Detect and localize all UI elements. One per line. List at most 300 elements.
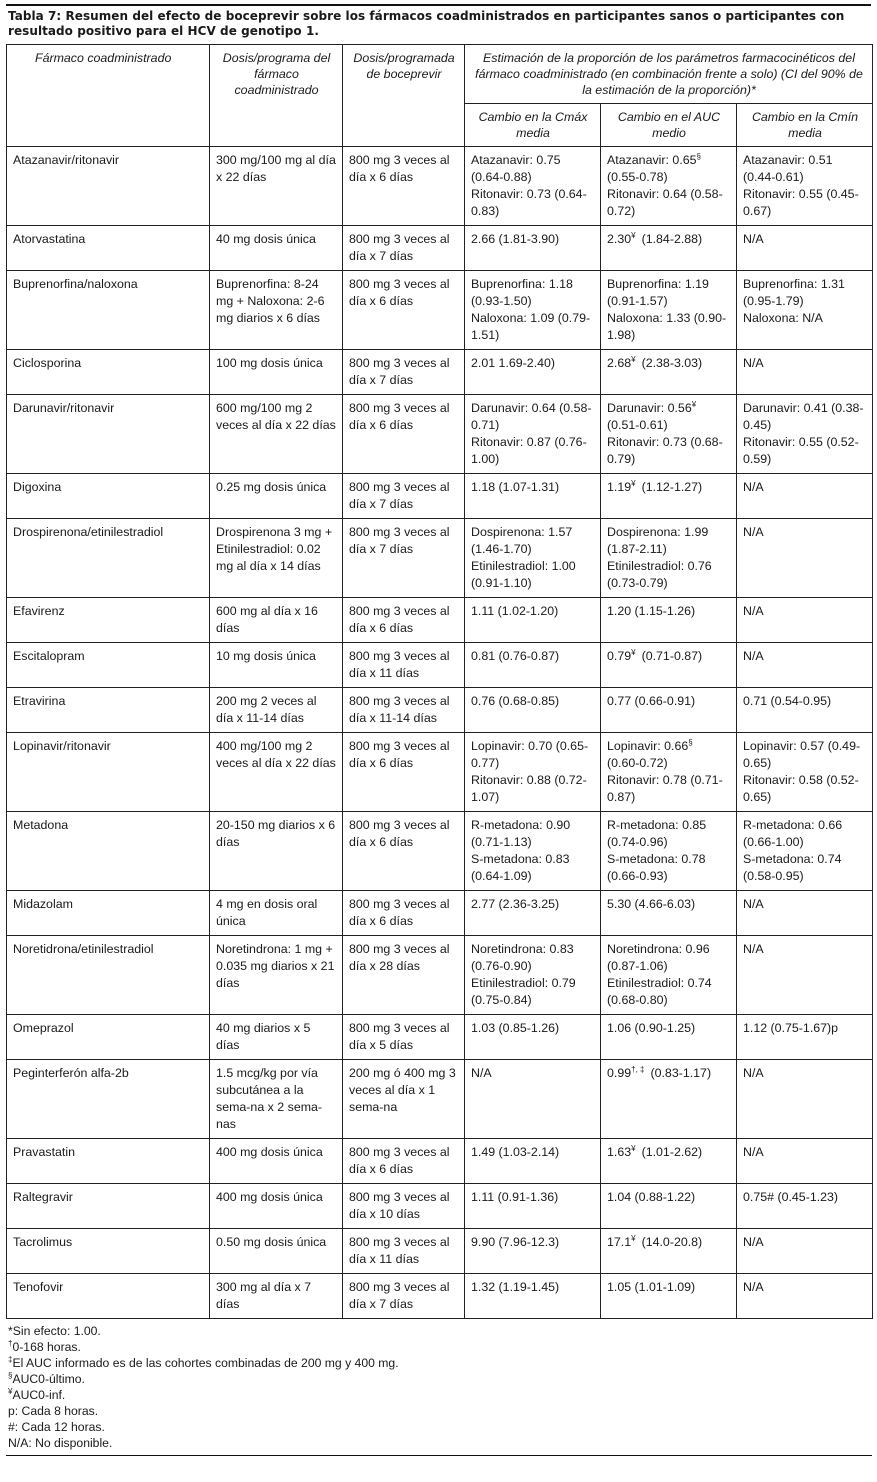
- auc-value: (0.60-0.72): [607, 756, 668, 770]
- cell-drug-dose: 400 mg dosis única: [210, 1184, 343, 1229]
- auc-line: [607, 975, 731, 1009]
- footnote: [8, 1387, 871, 1403]
- table-row: [7, 733, 873, 812]
- footnote-text: AUC0-inf.: [12, 1388, 66, 1402]
- cell-cmax: [465, 350, 601, 395]
- cell-cmin: [737, 519, 873, 598]
- auc-value: 0.99: [607, 1066, 632, 1080]
- cell-auc: [601, 226, 737, 271]
- auc-value: Ritonavir: 0.78 (0.71-0.87): [607, 773, 723, 804]
- cmin-line: N/A: [743, 232, 764, 246]
- cmax-line: Ritonavir: 0.87 (0.76-1.00): [471, 435, 587, 466]
- auc-value: 2.68: [607, 356, 632, 370]
- auc-ci: (1.12-1.27): [641, 480, 703, 494]
- auc-value: (0.55-0.78): [607, 170, 668, 184]
- auc-line: [607, 1189, 731, 1206]
- cmin-line: Darunavir: 0.41 (0.38-0.45): [743, 401, 864, 432]
- cell-cmax: [465, 271, 601, 350]
- auc-value: 17.1: [607, 1235, 632, 1249]
- cell-auc: [601, 598, 737, 643]
- header-drug-dose: Dosis/programa del fármaco coadministrado: [210, 45, 343, 147]
- cell-drug: Metadona: [7, 812, 210, 891]
- cell-auc: [601, 147, 737, 226]
- cell-drug-dose: 600 mg/100 mg 2 veces al día x 22 días: [210, 395, 343, 474]
- cmin-line: N/A: [743, 604, 764, 618]
- cell-drug: Atazanavir/ritonavir: [7, 147, 210, 226]
- auc-line: [607, 186, 731, 220]
- table-row: [7, 1139, 873, 1184]
- cell-drug-dose: Drospirenona 3 mg + Etinilestradiol: 0.02 mg al día x 14 días: [210, 519, 343, 598]
- auc-line: [607, 1144, 731, 1161]
- cmax-line: R-metadona: 0.90 (0.71-1.13): [471, 818, 571, 849]
- auc-ci: (2.38-3.03): [641, 356, 703, 370]
- cmax-line: Buprenorfina: 1.18 (0.93-1.50): [471, 277, 573, 308]
- cell-cmin: [737, 891, 873, 936]
- cmin-line: Naloxona: N/A: [743, 311, 823, 325]
- footnotes: [6, 1323, 871, 1451]
- bottom-rule: [6, 1455, 872, 1456]
- footnote: [8, 1371, 871, 1387]
- document-page: [6, 4, 871, 1456]
- cell-cmin: [737, 1229, 873, 1274]
- table-row: [7, 226, 873, 271]
- cmax-line: 1.03 (0.85-1.26): [471, 1021, 560, 1035]
- cell-drug-dose: Buprenorfina: 8-24 mg + Naloxona: 2-6 mg diarios x 6 días: [210, 271, 343, 350]
- cmin-line: Ritonavir: 0.55 (0.45-0.67): [743, 187, 859, 218]
- footnote-text: N/A: No disponible.: [8, 1436, 113, 1450]
- cmax-line: Etinilestradiol: 0.79 (0.75-0.84): [471, 976, 576, 1007]
- footnote-text: #: Cada 12 horas.: [8, 1420, 105, 1434]
- cell-drug-dose: 600 mg al día x 16 días: [210, 598, 343, 643]
- table-row: [7, 643, 873, 688]
- footnote-marker: ¥: [631, 1234, 636, 1243]
- table-caption: Tabla 7: Resumen del efecto de boceprevir sobre los fármacos coadministrados en participantes sanos o participantes con resultado positivo para el HCV de genotipo 1.: [8, 9, 845, 38]
- cell-drug-dose: 400 mg/100 mg 2 veces al día x 22 días: [210, 733, 343, 812]
- cmax-line: Darunavir: 0.64 (0.58-0.71): [471, 401, 592, 432]
- cell-drug: Atorvastatina: [7, 226, 210, 271]
- footnote-marker: †, ‡: [631, 1065, 645, 1074]
- footnote: [8, 1419, 871, 1435]
- cell-cmax: [465, 147, 601, 226]
- cell-drug-dose: 1.5 mcg/kg por vía subcutánea a la sema-na x 2 sema-nas: [210, 1060, 343, 1139]
- cell-drug: Midazolam: [7, 891, 210, 936]
- auc-ci: (1.01-2.62): [641, 1145, 703, 1159]
- cell-drug: Buprenorfina/naloxona: [7, 271, 210, 350]
- cmin-line: N/A: [743, 525, 764, 539]
- cmax-line: 1.32 (1.19-1.45): [471, 1280, 560, 1294]
- cell-drug: Noretidrona/etinilestradiol: [7, 936, 210, 1015]
- cell-cmin: [737, 936, 873, 1015]
- cmax-line: Ritonavir: 0.88 (0.72-1.07): [471, 773, 587, 804]
- auc-line: [607, 1234, 731, 1251]
- cell-drug-dose: 4 mg en dosis oral única: [210, 891, 343, 936]
- cell-boceprevir-dose: 800 mg 3 veces al día x 6 días: [343, 147, 465, 226]
- cmax-line: Lopinavir: 0.70 (0.65-0.77): [471, 739, 589, 770]
- cell-auc: [601, 395, 737, 474]
- cell-cmin: [737, 812, 873, 891]
- footnote-text: *Sin efecto: 1.00.: [8, 1324, 101, 1338]
- cmin-line: Lopinavir: 0.57 (0.49-0.65): [743, 739, 861, 770]
- auc-ci: (0.83-1.17): [650, 1066, 712, 1080]
- cmin-line: N/A: [743, 1145, 764, 1159]
- cmax-line: 0.76 (0.68-0.85): [471, 694, 560, 708]
- cmax-line: Naloxona: 1.09 (0.79-1.51): [471, 311, 591, 342]
- cmax-line: 2.01 1.69-2.40): [471, 356, 556, 370]
- cell-auc: [601, 1060, 737, 1139]
- auc-line: [607, 169, 731, 186]
- table-row: [7, 519, 873, 598]
- auc-value: Ritonavir: 0.64 (0.58-0.72): [607, 187, 723, 218]
- cell-cmax: [465, 733, 601, 812]
- cell-drug-dose: 0.25 mg dosis única: [210, 474, 343, 519]
- auc-line: [607, 648, 731, 665]
- cell-cmax: [465, 519, 601, 598]
- cell-drug: Lopinavir/ritonavir: [7, 733, 210, 812]
- cell-boceprevir-dose: 800 mg 3 veces al día x 6 días: [343, 891, 465, 936]
- table-row: [7, 1060, 873, 1139]
- auc-ci: (1.84-2.88): [641, 232, 703, 246]
- cell-drug: Darunavir/ritonavir: [7, 395, 210, 474]
- cmin-line: N/A: [743, 649, 764, 663]
- cell-cmax: [465, 1184, 601, 1229]
- auc-value: 5.30 (4.66-6.03): [607, 897, 696, 911]
- auc-value: 1.06 (0.90-1.25): [607, 1021, 696, 1035]
- cmin-line: N/A: [743, 942, 764, 956]
- cell-cmin: [737, 226, 873, 271]
- auc-value: 1.63: [607, 1145, 632, 1159]
- cell-cmax: [465, 891, 601, 936]
- cell-boceprevir-dose: 800 mg 3 veces al día x 6 días: [343, 395, 465, 474]
- cell-drug: Raltegravir: [7, 1184, 210, 1229]
- cmax-line: Ritonavir: 0.73 (0.64-0.83): [471, 187, 587, 218]
- footnote-marker: §: [696, 152, 701, 161]
- cmin-line: Ritonavir: 0.58 (0.52-0.65): [743, 773, 859, 804]
- auc-value: 0.77 (0.66-0.91): [607, 694, 696, 708]
- cell-cmax: [465, 598, 601, 643]
- cell-cmin: [737, 350, 873, 395]
- table-row: [7, 812, 873, 891]
- auc-value: Naloxona: 1.33 (0.90-1.98): [607, 311, 727, 342]
- cmin-line: 0.71 (0.54-0.95): [743, 694, 832, 708]
- cmax-line: Noretindrona: 0.83 (0.76-0.90): [471, 942, 574, 973]
- cell-cmin: [737, 1015, 873, 1060]
- cmax-line: 1.11 (1.02-1.20): [471, 604, 559, 618]
- cell-drug-dose: 400 mg dosis única: [210, 1139, 343, 1184]
- auc-value: Darunavir: 0.56: [607, 401, 692, 415]
- auc-line: [607, 479, 731, 496]
- table-row: [7, 1274, 873, 1319]
- footnote: [8, 1435, 871, 1451]
- cell-auc: [601, 1139, 737, 1184]
- auc-value: 2.30: [607, 232, 632, 246]
- footnote-marker: ‡: [8, 1355, 13, 1364]
- footnote-marker: ¥: [8, 1387, 13, 1396]
- cmin-line: Atazanavir: 0.51 (0.44-0.61): [743, 153, 833, 184]
- auc-value: Dospirenona: 1.99 (1.87-2.11): [607, 525, 709, 556]
- cell-auc: [601, 519, 737, 598]
- cell-cmin: [737, 688, 873, 733]
- auc-line: [607, 417, 731, 434]
- cell-cmax: [465, 474, 601, 519]
- cell-cmax: [465, 812, 601, 891]
- auc-line: [607, 310, 731, 344]
- auc-line: [607, 603, 731, 620]
- table-row: [7, 936, 873, 1015]
- cell-cmax: [465, 395, 601, 474]
- cell-drug: Omeprazol: [7, 1015, 210, 1060]
- footnote-marker: ¥: [631, 648, 636, 657]
- cell-drug-dose: 100 mg dosis única: [210, 350, 343, 395]
- table-row: [7, 688, 873, 733]
- auc-value: Buprenorfina: 1.19 (0.91-1.57): [607, 277, 709, 308]
- cell-drug: Tenofovir: [7, 1274, 210, 1319]
- cell-boceprevir-dose: 200 mg ó 400 mg 3 veces al día x 1 sema-na: [343, 1060, 465, 1139]
- cmax-line: Dospirenona: 1.57 (1.46-1.70): [471, 525, 573, 556]
- cmax-line: 0.81 (0.76-0.87): [471, 649, 560, 663]
- footnote: [8, 1323, 871, 1339]
- auc-line: [607, 693, 731, 710]
- header-row-1: [7, 45, 873, 104]
- footnote: [8, 1403, 871, 1419]
- cmin-line: Buprenorfina: 1.31 (0.95-1.79): [743, 277, 845, 308]
- cell-boceprevir-dose: 800 mg 3 veces al día x 7 días: [343, 350, 465, 395]
- table-row: [7, 1184, 873, 1229]
- cmax-line: Etinilestradiol: 1.00 (0.91-1.10): [471, 559, 576, 590]
- footnote-marker: ¥: [691, 400, 697, 409]
- cell-cmin: [737, 733, 873, 812]
- cmin-line: N/A: [743, 1280, 764, 1294]
- cmax-line: 9.90 (7.96-12.3): [471, 1235, 560, 1249]
- table-row: [7, 271, 873, 350]
- auc-value: 1.19: [607, 480, 632, 494]
- cmax-line: 1.49 (1.03-2.14): [471, 1145, 560, 1159]
- auc-line: [607, 755, 731, 772]
- auc-value: S-metadona: 0.78 (0.66-0.93): [607, 852, 706, 883]
- cell-cmax: [465, 643, 601, 688]
- auc-ci: (0.71-0.87): [641, 649, 703, 663]
- cell-cmin: [737, 271, 873, 350]
- footnote: [8, 1339, 871, 1355]
- cell-boceprevir-dose: 800 mg 3 veces al día x 5 días: [343, 1015, 465, 1060]
- cell-auc: [601, 1015, 737, 1060]
- footnote-marker: §: [8, 1371, 13, 1380]
- cmin-line: N/A: [743, 1066, 764, 1080]
- auc-line: [607, 524, 731, 558]
- cell-boceprevir-dose: 800 mg 3 veces al día x 11 días: [343, 643, 465, 688]
- cell-auc: [601, 936, 737, 1015]
- cell-drug-dose: 300 mg/100 mg al día x 22 días: [210, 147, 343, 226]
- cmin-line: N/A: [743, 356, 764, 370]
- cell-auc: [601, 350, 737, 395]
- cell-drug: Peginterferón alfa-2b: [7, 1060, 210, 1139]
- cell-cmin: [737, 1274, 873, 1319]
- cell-cmin: [737, 474, 873, 519]
- auc-value: Atazanavir: 0.65: [607, 153, 697, 167]
- cell-boceprevir-dose: 800 mg 3 veces al día x 6 días: [343, 271, 465, 350]
- table-row: [7, 147, 873, 226]
- cell-boceprevir-dose: 800 mg 3 veces al día x 11 días: [343, 1229, 465, 1274]
- auc-line: [607, 851, 731, 885]
- cmax-line: 1.18 (1.07-1.31): [471, 480, 560, 494]
- cmax-line: S-metadona: 0.83 (0.64-1.09): [471, 852, 570, 883]
- cell-drug: Digoxina: [7, 474, 210, 519]
- cmax-line: 2.77 (2.36-3.25): [471, 897, 560, 911]
- cell-auc: [601, 1184, 737, 1229]
- cell-cmax: [465, 1139, 601, 1184]
- cell-drug-dose: 40 mg dosis única: [210, 226, 343, 271]
- cell-cmax: [465, 1060, 601, 1139]
- top-rule: [6, 4, 871, 6]
- cell-boceprevir-dose: 800 mg 3 veces al día x 6 días: [343, 1139, 465, 1184]
- cell-cmin: [737, 1060, 873, 1139]
- cell-cmin: [737, 395, 873, 474]
- cell-auc: [601, 891, 737, 936]
- cell-cmax: [465, 688, 601, 733]
- auc-value: R-metadona: 0.85 (0.74-0.96): [607, 818, 707, 849]
- cell-drug: Pravastatin: [7, 1139, 210, 1184]
- table-row: [7, 1229, 873, 1274]
- cell-cmax: [465, 1274, 601, 1319]
- footnote-text: AUC0-último.: [12, 1372, 85, 1386]
- cell-auc: [601, 688, 737, 733]
- auc-line: [607, 941, 731, 975]
- cmax-line: Atazanavir: 0.75 (0.64-0.88): [471, 153, 561, 184]
- footnote-marker: ¥: [631, 231, 636, 240]
- cell-cmin: [737, 147, 873, 226]
- auc-line: [607, 896, 731, 913]
- header-drug: Fármaco coadministrado: [7, 45, 210, 147]
- cell-auc: [601, 812, 737, 891]
- auc-line: [607, 152, 731, 169]
- cell-drug: Tacrolimus: [7, 1229, 210, 1274]
- auc-value: Lopinavir: 0.66: [607, 739, 689, 753]
- table-row: [7, 598, 873, 643]
- auc-line: [607, 772, 731, 806]
- cell-auc: [601, 643, 737, 688]
- cell-boceprevir-dose: 800 mg 3 veces al día x 11-14 días: [343, 688, 465, 733]
- footnote-marker: ¥: [631, 1144, 636, 1153]
- header-cmax: Cambio en la Cmáx media: [465, 104, 601, 147]
- cell-drug-dose: 20-150 mg diarios x 6 días: [210, 812, 343, 891]
- cell-drug-dose: Noretindrona: 1 mg + 0.035 mg diarios x 21 días: [210, 936, 343, 1015]
- cell-drug: Efavirenz: [7, 598, 210, 643]
- auc-line: [607, 1020, 731, 1037]
- auc-value: Noretindrona: 0.96 (0.87-1.06): [607, 942, 710, 973]
- cmax-line: 1.11 (0.91-1.36): [471, 1190, 559, 1204]
- interaction-table: [6, 44, 873, 1319]
- auc-value: Ritonavir: 0.73 (0.68-0.79): [607, 435, 723, 466]
- cell-drug: Drospirenona/etinilestradiol: [7, 519, 210, 598]
- cell-cmin: [737, 1184, 873, 1229]
- auc-value: 1.20 (1.15-1.26): [607, 604, 696, 618]
- cell-auc: [601, 474, 737, 519]
- footnote-text: El AUC informado es de las cohortes combinadas de 200 mg y 400 mg.: [12, 1356, 399, 1370]
- cmin-line: N/A: [743, 480, 764, 494]
- table-row: [7, 350, 873, 395]
- table-row: [7, 1015, 873, 1060]
- table-row: [7, 474, 873, 519]
- header-boceprevir-dose: Dosis/programada de boceprevir: [343, 45, 465, 147]
- cell-drug-dose: 0.50 mg dosis única: [210, 1229, 343, 1274]
- footnote-marker: †: [8, 1339, 13, 1348]
- cell-boceprevir-dose: 800 mg 3 veces al día x 7 días: [343, 519, 465, 598]
- cell-cmin: [737, 598, 873, 643]
- cmin-line: N/A: [743, 1235, 764, 1249]
- cmin-line: 0.75# (0.45-1.23): [743, 1190, 839, 1204]
- cell-boceprevir-dose: 800 mg 3 veces al día x 28 días: [343, 936, 465, 1015]
- auc-line: [607, 231, 731, 248]
- cell-drug-dose: 200 mg 2 veces al día x 11-14 días: [210, 688, 343, 733]
- auc-value: (0.51-0.61): [607, 418, 668, 432]
- cell-cmax: [465, 226, 601, 271]
- table-body: [7, 147, 873, 1319]
- cell-cmax: [465, 936, 601, 1015]
- auc-line: [607, 276, 731, 310]
- header-estimate: Estimación de la proporción de los parámetros farmacocinéticos del fármaco coadministrado (en combinación frente a solo) (CI del 90% de la estimación de la proporción)*: [465, 45, 873, 104]
- cell-boceprevir-dose: 800 mg 3 veces al día x 7 días: [343, 474, 465, 519]
- table-row: [7, 395, 873, 474]
- cell-boceprevir-dose: 800 mg 3 veces al día x 7 días: [343, 1274, 465, 1319]
- cmin-line: 1.12 (0.75-1.67)p: [743, 1021, 839, 1035]
- header-auc: Cambio en el AUC medio: [601, 104, 737, 147]
- auc-ci: (14.0-20.8): [641, 1235, 703, 1249]
- cmax-line: 2.66 (1.81-3.90): [471, 232, 560, 246]
- cell-boceprevir-dose: 800 mg 3 veces al día x 6 días: [343, 598, 465, 643]
- auc-value: Etinilestradiol: 0.74 (0.68-0.80): [607, 976, 712, 1007]
- footnote-text: 0-168 horas.: [12, 1340, 81, 1354]
- cell-cmax: [465, 1015, 601, 1060]
- auc-line: [607, 738, 731, 755]
- cmin-line: Ritonavir: 0.55 (0.52-0.59): [743, 435, 859, 466]
- cmax-line: N/A: [471, 1066, 492, 1080]
- cell-auc: [601, 271, 737, 350]
- footnote-text: p: Cada 8 horas.: [8, 1404, 99, 1418]
- cell-boceprevir-dose: 800 mg 3 veces al día x 10 días: [343, 1184, 465, 1229]
- auc-value: 1.04 (0.88-1.22): [607, 1190, 696, 1204]
- header-cmin: Cambio en la Cmín media: [737, 104, 873, 147]
- auc-value: Etinilestradiol: 0.76 (0.73-0.79): [607, 559, 712, 590]
- cell-drug-dose: 300 mg al día x 7 días: [210, 1274, 343, 1319]
- cell-drug: Ciclosporina: [7, 350, 210, 395]
- cell-auc: [601, 733, 737, 812]
- cell-cmin: [737, 1139, 873, 1184]
- cmin-line: R-metadona: 0.66 (0.66-1.00): [743, 818, 843, 849]
- cell-boceprevir-dose: 800 mg 3 veces al día x 6 días: [343, 812, 465, 891]
- auc-line: [607, 1065, 731, 1082]
- cell-auc: [601, 1274, 737, 1319]
- auc-line: [607, 558, 731, 592]
- cell-cmin: [737, 643, 873, 688]
- auc-value: 1.05 (1.01-1.09): [607, 1280, 696, 1294]
- cell-drug: Etravirina: [7, 688, 210, 733]
- footnote-marker: ¥: [631, 355, 636, 364]
- cell-drug-dose: 40 mg diarios x 5 días: [210, 1015, 343, 1060]
- cell-drug: Escitalopram: [7, 643, 210, 688]
- cell-drug-dose: 10 mg dosis única: [210, 643, 343, 688]
- cell-cmax: [465, 1229, 601, 1274]
- auc-line: [607, 1279, 731, 1296]
- cell-auc: [601, 1229, 737, 1274]
- auc-line: [607, 434, 731, 468]
- auc-value: 0.79: [607, 649, 632, 663]
- footnote: [8, 1355, 871, 1371]
- footnote-marker: §: [688, 738, 693, 747]
- cmin-line: N/A: [743, 897, 764, 911]
- table-row: [7, 891, 873, 936]
- auc-line: [607, 400, 731, 417]
- footnote-marker: ¥: [631, 479, 636, 488]
- cell-boceprevir-dose: 800 mg 3 veces al día x 7 días: [343, 226, 465, 271]
